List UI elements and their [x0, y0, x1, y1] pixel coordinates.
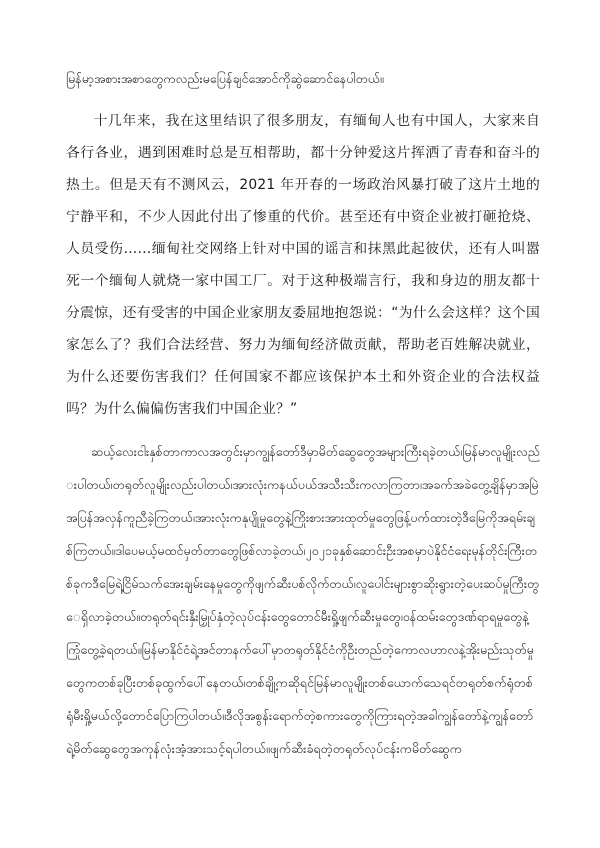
paragraph-gap: [66, 425, 540, 435]
chinese-paragraph: 十几年来，我在这里结识了很多朋友，有缅甸人也有中国人，大家来自各行各业，遇到困难时总是互相帮助，都十分钟爱这片挥洒了青春和奋斗的热土。但是天有不测风云，2021 年开春的一场政治风暴打破了这片土地的宁静平和，不少人因此付出了惨重的代价。甚至还有中资企业被打砸抢烧、人员受伤……缅甸社交网络上针对中国的谣言和抹黑此起彼伏，还有人叫嚣死一个缅甸人就烧一家中国工厂。对于这种极端言行，我和身边的朋友都十分震惊，还有受害的中国企业家朋友委屈地抱怨说：“为什么会这样？这个国家怎么了？我们合法经营、努力为缅甸经济做贡献，帮助老百姓解决就业，为什么还要伤害我们？任何国家不都应该保护本土和外资企业的合法权益吗？为什么偏偏伤害我们中国企业？”: [66, 113, 540, 417]
paragraph-gap: [66, 95, 540, 105]
myanmar-paragraph-intro: မြန်မာ့အစားအစာတွေကလည်းမပြေန်ချင်အောင်ကိုဆွဲဆောင်နေပါတယ်။: [66, 71, 384, 86]
myanmar-paragraph-translation: ဆယ့်လေးငါးနှစ်တာကာလအတွင်းမှာကျွန်တော်ဒီမှာမိတ်ဆွေတွေအများကြီးရခဲ့တယ်၊မြန်မာလူမျိုးလည်းပါတယ်၊တရုတ်လူမျိုးလည်းပါတယ်၊အားလုံးကနယ်ပယ်အသီးသီးကလာကြတာ၊အခက်အခဲတွေ့ချိန်မှာအမြဲအပြန်အလှန်ကူညီခဲ့ကြတယ်၊အားလုံးကနုပျိုမှုတွေနဲ့ကြိုးစားအားထုတ်မှုတွေဖြန့်ပက်ထားတဲ့ဒီမြေကိုအရမ်းချစ်ကြတယ်။ဒါပေမယ့်မထင်မှတ်တာတွေဖြစ်လာခဲ့တယ်၊၂၀၂၁ခုနှစ်ဆောင်းဦးအစမှာပဲနိုင်ငံရေးမုန်တိုင်းကြီးတစ်ခုကဒီမြေရဲ့ငြိမ်သက်အေးချမ်းနေမှုတွေကိုဖျက်ဆီးပစ်လိုက်တယ်၊လူပေါင်းများစွာဆိုးရွားတဲ့ပေးဆပ်မှုကြီးတွေရှိလာခဲ့တယ်။တရုတ်ရင်းနှီးမြှုပ်နှံတဲ့လုပ်ငန်းတွေတောင်မီးရှို့ဖျက်ဆီးမှုတွေ၊ဝန်ထမ်းတွေဒဏ်ရာရမှုတွေနဲ့ကြုံတွေ့ခဲ့ရတယ်။မြန်မာနိုင်ငံရဲ့အင်တာနက်ပေါ်မှာတရုတ်နိုင်ငံကိုဦးတည်တဲ့ကောလဟာလနဲ့အိုးမည်းသုတ်မှုတွေကတစ်ခုပြီးတစ်ခုထွက်ပေါ်နေတယ်၊တစ်ချို့ကဆိုရင်မြန်မာလူမျိုးတစ်ယောက်သေရင်တရုတ်စက်ရုံတစ်ရုံမီးရှို့မယ်လို့တောင်ပြောကြပါတယ်။ဒီလိုအစွန်းရောက်တဲ့စကားတွေကိုကြားရတဲ့အခါကျွန်တော်နဲ့ကျွန်တော်ရဲ့မိတ်ဆွေတွေအကုန်လုံးအံ့အားသင့်ရပါတယ်။ဖျက်ဆီးခံရတဲ့တရုတ်လုပ်ငန်းကမိတ်ဆွေက: [66, 444, 540, 756]
